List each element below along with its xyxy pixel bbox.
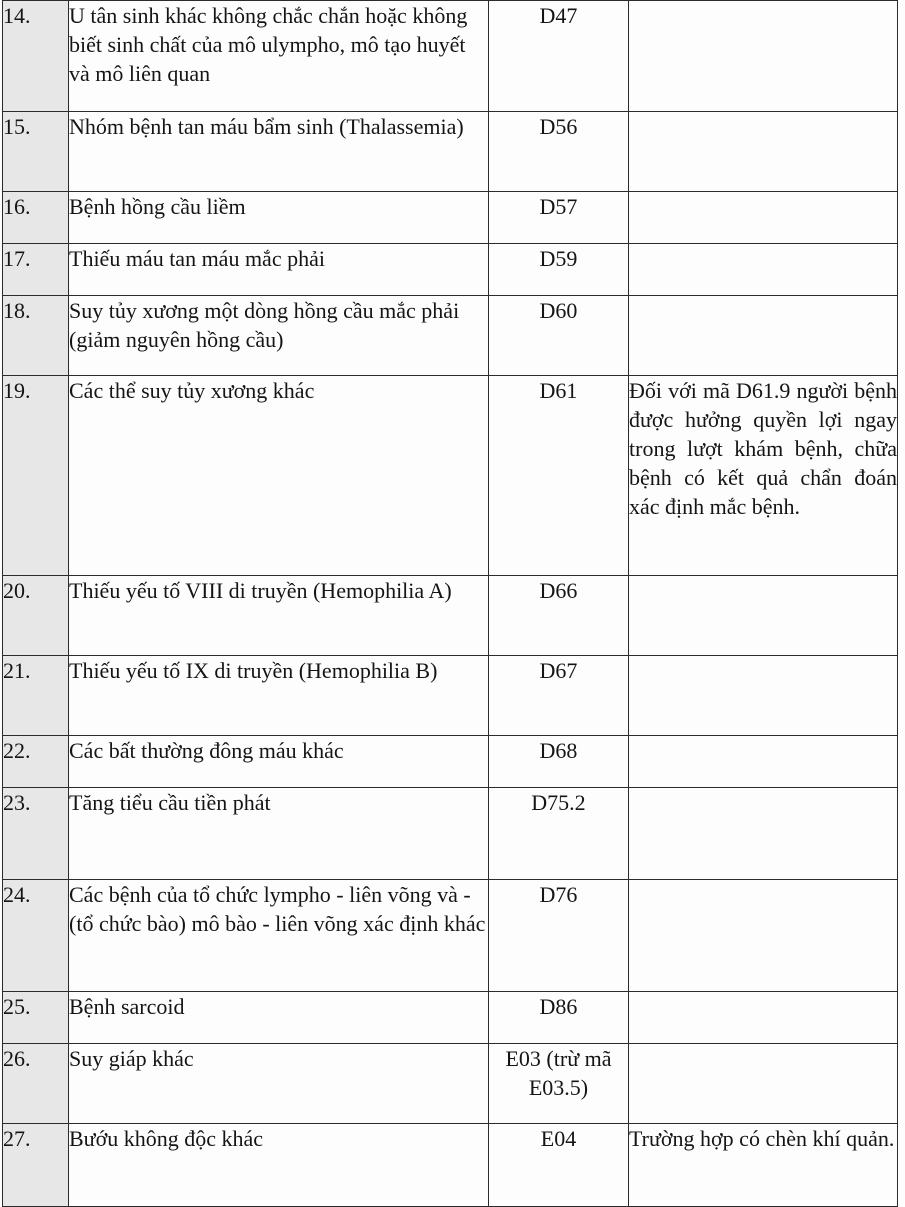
icd-code: E04 [489, 1124, 629, 1207]
icd-code: D66 [489, 576, 629, 656]
table-row [3, 112, 898, 192]
note [629, 788, 898, 880]
icd-code: D67 [489, 656, 629, 736]
row-number: 21. [3, 656, 69, 736]
disease-name: Nhóm bệnh tan máu bẩm sinh (Thalassemia) [69, 112, 489, 192]
row-number: 18. [3, 296, 69, 376]
table-row [3, 296, 898, 376]
icd-code: E03 (trừ mã E03.5) [489, 1044, 629, 1124]
table-row [3, 376, 898, 576]
row-number: 26. [3, 1044, 69, 1124]
disease-name: Bệnh sarcoid [69, 992, 489, 1044]
disease-name: Suy giáp khác [69, 1044, 489, 1124]
note [629, 192, 898, 244]
table-row [3, 1124, 898, 1207]
note [629, 880, 898, 992]
disease-name: Các bệnh của tổ chức lympho - liên võng và - (tổ chức bào) mô bào - liên võng xác định khác [69, 880, 489, 992]
note [629, 296, 898, 376]
row-number: 14. [3, 1, 69, 112]
row-number: 20. [3, 576, 69, 656]
disease-name: Suy tủy xương một dòng hồng cầu mắc phải (giảm nguyên hồng cầu) [69, 296, 489, 376]
row-number: 16. [3, 192, 69, 244]
table-row [3, 1, 898, 112]
icd-code: D61 [489, 376, 629, 576]
icd-code: D59 [489, 244, 629, 296]
table-row [3, 576, 898, 656]
disease-name: Các thể suy tủy xương khác [69, 376, 489, 576]
icd-code: D60 [489, 296, 629, 376]
note [629, 112, 898, 192]
table-row [3, 880, 898, 992]
disease-name: Tăng tiểu cầu tiền phát [69, 788, 489, 880]
icd-code: D47 [489, 1, 629, 112]
row-number: 23. [3, 788, 69, 880]
icd-code: D86 [489, 992, 629, 1044]
note [629, 992, 898, 1044]
note [629, 244, 898, 296]
row-number: 15. [3, 112, 69, 192]
note [629, 656, 898, 736]
disease-name: Bệnh hồng cầu liềm [69, 192, 489, 244]
row-number: 25. [3, 992, 69, 1044]
note: Trường hợp có chèn khí quản. [629, 1124, 898, 1207]
table-row [3, 192, 898, 244]
disease-code-table [2, 0, 898, 1207]
table-row [3, 1044, 898, 1124]
table-row [3, 656, 898, 736]
icd-code: D75.2 [489, 788, 629, 880]
icd-code: D57 [489, 192, 629, 244]
disease-name: U tân sinh khác không chắc chắn hoặc không biết sinh chất của mô ulympho, mô tạo huyết và mô liên quan [69, 1, 489, 112]
disease-name: Thiếu máu tan máu mắc phải [69, 244, 489, 296]
note [629, 576, 898, 656]
disease-name: Thiếu yếu tố IX di truyền (Hemophilia B) [69, 656, 489, 736]
disease-name: Thiếu yếu tố VIII di truyền (Hemophilia A) [69, 576, 489, 656]
disease-name: Bướu không độc khác [69, 1124, 489, 1207]
note: Đối với mã D61.9 người bệnh được hưởng quyền lợi ngay trong lượt khám bệnh, chữa bệnh có kết quả chẩn đoán xác định mắc bệnh. [629, 376, 898, 576]
table-row [3, 992, 898, 1044]
row-number: 24. [3, 880, 69, 992]
note [629, 1044, 898, 1124]
icd-code: D68 [489, 736, 629, 788]
table-row [3, 788, 898, 880]
note [629, 1, 898, 112]
row-number: 22. [3, 736, 69, 788]
note [629, 736, 898, 788]
icd-code: D56 [489, 112, 629, 192]
disease-name: Các bất thường đông máu khác [69, 736, 489, 788]
table-row [3, 736, 898, 788]
row-number: 27. [3, 1124, 69, 1207]
row-number: 19. [3, 376, 69, 576]
table-row [3, 244, 898, 296]
icd-code: D76 [489, 880, 629, 992]
row-number: 17. [3, 244, 69, 296]
